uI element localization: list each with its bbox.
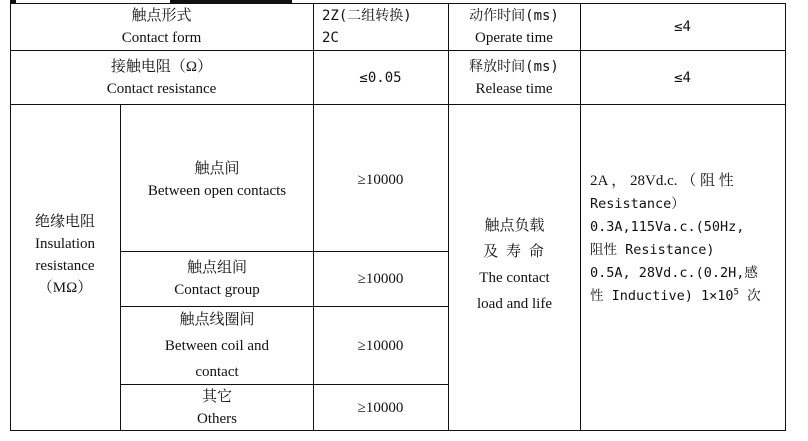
contact-resistance-label-zh: 接触电阻（Ω） — [110, 58, 213, 75]
contact-form-value — [322, 4, 446, 50]
release-time-label — [448, 51, 580, 104]
contact-resistance-value: ≤0.05 — [359, 69, 402, 86]
operate-time-label — [448, 4, 580, 50]
open-contacts-value: ≥10000 — [357, 172, 404, 188]
coil-contact-label — [121, 307, 313, 384]
insulation-label-zh: 绝缘电阻 — [34, 214, 95, 230]
release-time-label-zh: 释放时间(ms) — [469, 58, 559, 75]
load-line-5: 0.5A, 28Vd.c.(0.2H,感 — [590, 265, 758, 281]
insulation-resistance-label — [10, 190, 120, 320]
others-label-zh: 其它 — [201, 388, 232, 405]
contact-load-label — [449, 210, 580, 320]
contact-form-label-en: Contact form — [121, 30, 202, 46]
coil-contact-label-zh: 触点线圈间 — [179, 311, 255, 328]
load-line-6-b: 次 — [738, 288, 761, 304]
operate-time-value: ≤4 — [674, 19, 691, 35]
open-contacts-label-en: Between open contacts — [147, 183, 287, 199]
others-label-en: Others — [197, 410, 237, 427]
contact-group-value: ≥10000 — [357, 271, 404, 287]
coil-contact-value: ≥10000 — [357, 337, 404, 354]
contact-form-value-line1: 2Z(二组转换) — [322, 8, 412, 24]
load-line-2: Resistance） — [590, 196, 685, 212]
contact-group-label-zh: 触点组间 — [186, 260, 247, 276]
row-divider — [10, 104, 786, 105]
contact-group-label-en: Contact group — [174, 282, 260, 298]
open-contacts-label-zh: 触点间 — [194, 161, 240, 177]
contact-load-label-en-2: load and life — [477, 296, 552, 312]
insulation-label-en-2: resistance — [35, 258, 95, 274]
contact-load-label-zh-2: 及 寿 命 — [483, 244, 546, 260]
operate-time-label-en: Operate time — [475, 30, 553, 46]
contact-load-label-en-1: The contact — [479, 270, 550, 286]
others-value: ≥10000 — [357, 399, 404, 416]
contact-group-label — [121, 252, 313, 306]
release-time-value: ≤4 — [674, 69, 691, 86]
load-line-3: 0.3A,115Va.c.(50Hz, — [590, 219, 745, 235]
coil-contact-label-en-1: Between coil and — [164, 337, 270, 354]
load-line-6 — [590, 285, 786, 308]
load-line-6-a: 性 Inductive) 1×10 — [590, 288, 734, 304]
others-label — [121, 385, 313, 430]
contact-resistance-label — [10, 51, 313, 104]
contact-load-value — [590, 170, 786, 308]
contact-load-label-zh-1: 触点负载 — [484, 218, 545, 234]
load-line-4: 阻性 Resistance) — [590, 242, 715, 258]
open-contacts-label — [121, 150, 313, 210]
load-line-6-exponent: 5 — [733, 287, 739, 298]
insulation-label-en-1: Insulation — [35, 236, 95, 252]
contact-form-label-zh: 触点形式 — [131, 8, 192, 24]
coil-contact-label-en-2: contact — [195, 363, 239, 380]
operate-time-label-zh: 动作时间(ms) — [469, 8, 559, 24]
release-time-label-en: Release time — [475, 80, 553, 97]
insulation-label-unit: （MΩ） — [37, 280, 93, 296]
contact-resistance-label-en: Contact resistance — [106, 80, 217, 97]
load-line-1: 2A ， 28Vd.c. （ 阻 性 — [590, 173, 734, 189]
contact-form-value-line2: 2C — [322, 30, 339, 46]
contact-form-label — [10, 4, 313, 50]
table-border-bottom — [10, 430, 786, 431]
